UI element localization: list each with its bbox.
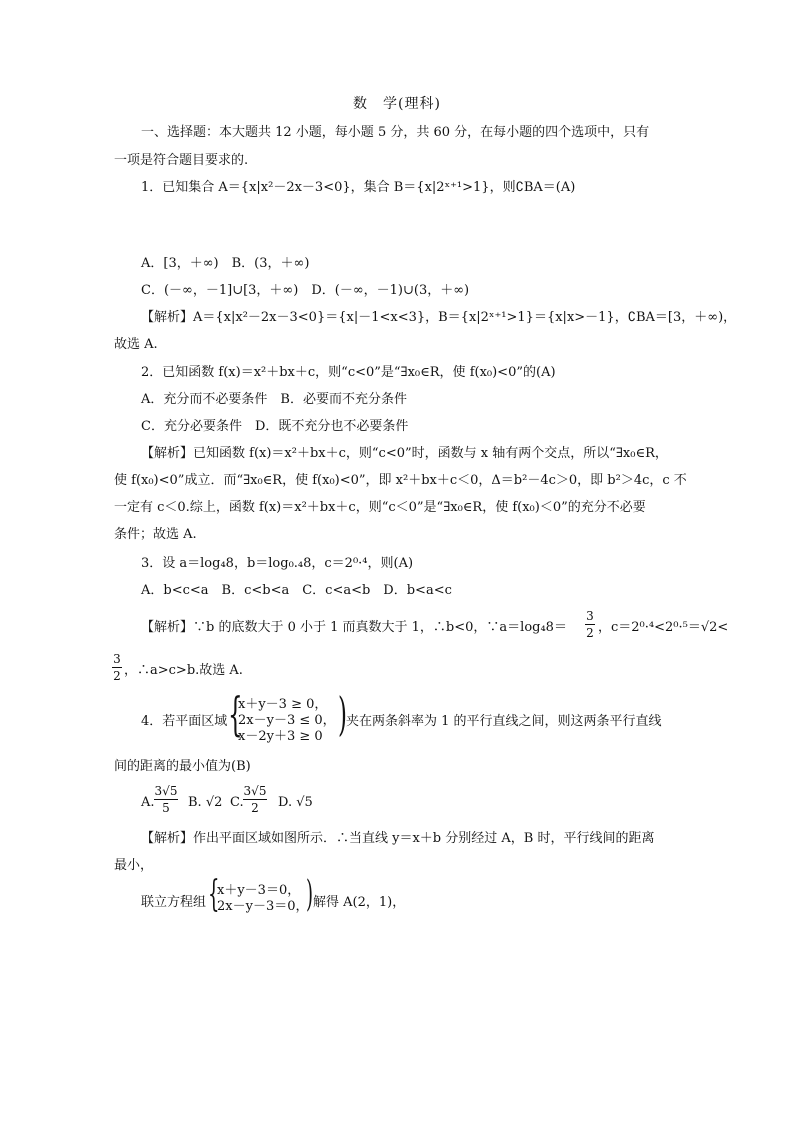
fraction-denominator: 2: [251, 801, 259, 815]
fraction-numerator: 3: [113, 652, 121, 666]
section-heading: 一、选择题：本大题共 12 小题，每小题 5 分，共 60 分，在每小题的四个选项中，只有: [141, 125, 650, 140]
fraction-denominator: 2: [586, 626, 594, 640]
q4-option-d: D. √5: [278, 795, 313, 810]
q3-solution-line-1-tail: ，c＝2⁰·⁴<2⁰·⁵＝√2<: [598, 620, 729, 635]
q4-inequality-system: [238, 697, 336, 745]
fraction-numerator: 3√5: [243, 784, 267, 798]
fraction-numerator: 3√5: [154, 784, 178, 798]
q2-options-ab: A．充分而不必要条件 B．必要而不充分条件: [141, 392, 407, 407]
equation-2: 2x－y－3＝0，: [217, 899, 309, 914]
fraction-bar: [243, 799, 267, 800]
fraction-bar: [112, 667, 122, 668]
fraction-bar: [154, 799, 178, 800]
q4-option-c-fraction: [243, 784, 267, 815]
q1-options-ab: A．[3，＋∞) B．(3，＋∞): [141, 256, 310, 271]
inequality-1: x＋y－3 ≥ 0，: [238, 697, 328, 712]
q2-options-cd: C．充分必要条件 D．既不充分也不必要条件: [141, 419, 409, 434]
right-bracket: ): [338, 687, 347, 741]
q4-option-a-label: A.: [141, 795, 155, 810]
q3-stem: 3．设 a＝log₄8，b＝log₀.₄8，c＝2⁰·⁴，则(A): [141, 556, 414, 571]
left-brace: {: [208, 874, 220, 915]
q4-solution-line-1: 【解析】作出平面区域如图所示．∴当直线 y＝x＋b 分别经过 A，B 时，平行线间的距离: [141, 831, 655, 846]
inequality-2: 2x－y－3 ≤ 0，: [238, 713, 336, 728]
equation-1: x＋y－3＝0，: [217, 883, 301, 898]
q4-solution-line-3-post: 解得 A(2，1)，: [313, 895, 406, 910]
q2-solution-line-2: 使 f(x₀)<0”成立．而“∃x₀∈R，使 f(x₀)<0”，即 x²＋bx＋c＜0，Δ＝b²－4c＞0，即 b²＞4c，c 不: [114, 473, 687, 488]
q4-equation-system: [217, 883, 309, 915]
q2-solution-line-1: 【解析】已知函数 f(x)＝x²＋bx＋c，则“c<0”时，函数与 x 轴有两个交点，所以“∃x₀∈R，: [141, 446, 668, 461]
q1-solution-line-2: 故选 A.: [114, 337, 158, 352]
q1-stem: 1．已知集合 A＝{x|x²－2x－3<0}，集合 B＝{x|2ˣ⁺¹>1}，则∁BA＝(A): [141, 180, 576, 195]
inequality-3: x－2y＋3 ≥ 0: [238, 729, 323, 744]
section-heading-cont: 一项是符合题目要求的.: [114, 153, 249, 168]
q4-stem-pre: 4．若平面区域: [141, 714, 228, 729]
q4-option-b: B. √2: [188, 795, 223, 810]
fraction-numerator: 3: [586, 609, 594, 623]
q3-solution-line-2: ，∴a>c>b.故选 A.: [124, 663, 243, 678]
q3-solution-line-1: 【解析】∵b 的底数大于 0 小于 1 而真数大于 1，∴b<0，∵a＝log₄8＝: [141, 620, 567, 635]
q2-stem: 2．已知函数 f(x)＝x²＋bx＋c，则“c<0”是“∃x₀∈R，使 f(x₀)<0”的(A): [141, 365, 556, 380]
q1-solution-line-1: 【解析】A＝{x|x²－2x－3<0}＝{x|－1<x<3}，B＝{x|2ˣ⁺¹>1}＝{x|x>－1}，∁BA＝[3，＋∞)，: [141, 310, 737, 325]
q4-option-a-fraction: [154, 784, 178, 815]
page-title: 数 学(理科): [353, 96, 441, 112]
q4-solution-line-3-pre: 联立方程组: [141, 895, 207, 910]
q2-solution-line-4: 条件；故选 A.: [114, 527, 197, 542]
q3-options: A．b<c<a B．c<b<a C．c<a<b D．b<a<c: [141, 583, 452, 598]
q4-stem-line-2: 间的距离的最小值为(B): [114, 759, 251, 774]
left-brace: {: [228, 687, 243, 741]
q1-options-cd: C．(－∞，－1]∪[3，＋∞) D．(－∞，－1)∪(3，＋∞): [141, 283, 470, 298]
q4-option-c-label: C.: [230, 795, 244, 810]
fraction-bar: [585, 624, 595, 625]
q3-fraction-three-halves-2: [112, 652, 122, 683]
q2-solution-line-3: 一定有 c＜0.综上，函数 f(x)＝x²＋bx＋c，则“c＜0”是“∃x₀∈R，使 f(x₀)＜0”的充分不必要: [114, 500, 646, 515]
right-bracket: ): [306, 874, 314, 915]
q3-fraction-three-halves: [585, 609, 595, 640]
fraction-denominator: 5: [162, 801, 170, 815]
q4-solution-line-2: 最小，: [114, 858, 154, 873]
fraction-denominator: 2: [113, 669, 121, 683]
q4-stem-post: 夹在两条斜率为 1 的平行直线之间，则这两条平行直线: [346, 714, 662, 729]
